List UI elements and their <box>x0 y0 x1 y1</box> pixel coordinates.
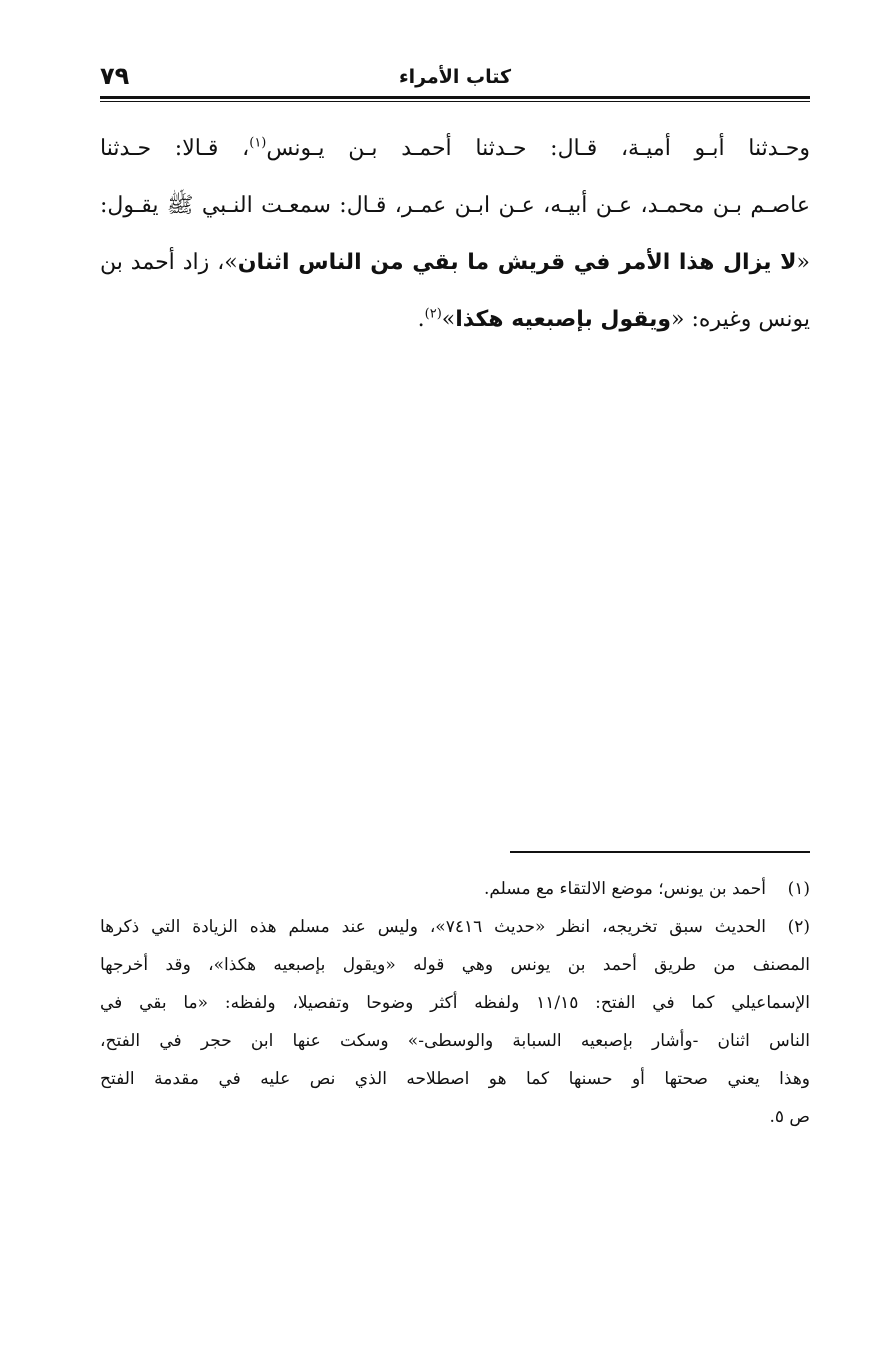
hadith-quote: ويقول بإصبعيه هكذا <box>455 307 672 332</box>
main-text-line: يونس وغيره: «ويقول بإصبعيه هكذا»$^{(٢)}$. <box>417 306 810 332</box>
main-text-line: وحـدثنا أبـو أميـة، قـال: حـدثنا أحمـد بـن يـونس$^{(١)}$، قـالا: حـدثنا <box>100 135 810 161</box>
footnote-1 <box>100 870 810 908</box>
footnote-separator <box>510 851 810 853</box>
running-title: كتاب الأمراء <box>398 66 512 88</box>
footnote-ref-1: (١) <box>249 135 267 151</box>
footnote-line: أحمد بن يونس؛ موضع الالتقاء مع مسلم. <box>483 879 766 899</box>
header-rule-thin <box>100 101 810 102</box>
footnote-ref-2: (٢) <box>424 306 442 322</box>
footnote-2 <box>100 908 810 1136</box>
footnote-line: الحديث سبق تخريجه، انظر «حديث ٧٤١٦»، وليس عند مسلم هذه الزيادة التي ذكرها <box>100 917 766 937</box>
hadith-quote: لا يزال هذا الأمر في قريش ما بقي من الناس اثنان <box>237 250 797 275</box>
footnote-line: الناس اثنان -وأشار بإصبعيه السبابة والوسطى-» وسكت عنها ابن حجر في الفتح، <box>100 1031 810 1051</box>
footnote-line: الإسماعيلي كما في الفتح: ١١/١٥ ولفظه أكثر وضوحا وتفصيلا، ولفظه: «ما بقي في <box>100 993 810 1013</box>
page-header <box>100 58 810 92</box>
main-text-line: عاصـم بـن محمـد، عـن أبيـه، عـن ابـن عمـر، قـال: سمعـت النـبي ﷺ يقـول: <box>100 193 810 218</box>
footnotes <box>100 870 810 1136</box>
page-number: ٧٩ <box>100 62 130 90</box>
book-page <box>100 58 810 1318</box>
footnote-line: وهذا يعني صحتها أو حسنها كما هو اصطلاحه الذي نص عليه في مقدمة الفتح <box>100 1069 810 1089</box>
footnote-number: (٢) <box>787 917 810 937</box>
main-text-line: «لا يزال هذا الأمر في قريش ما بقي من الناس اثنان»، زاد أحمد بن <box>100 250 810 275</box>
footnote-number: (١) <box>787 879 810 899</box>
main-text <box>100 120 810 348</box>
header-rule-thick <box>100 96 810 99</box>
footnote-line: المصنف من طريق أحمد بن يونس وهي قوله «ويقول بإصبعيه هكذا»، وقد أخرجها <box>100 955 810 975</box>
footnote-line: ص ٥. <box>769 1107 810 1127</box>
